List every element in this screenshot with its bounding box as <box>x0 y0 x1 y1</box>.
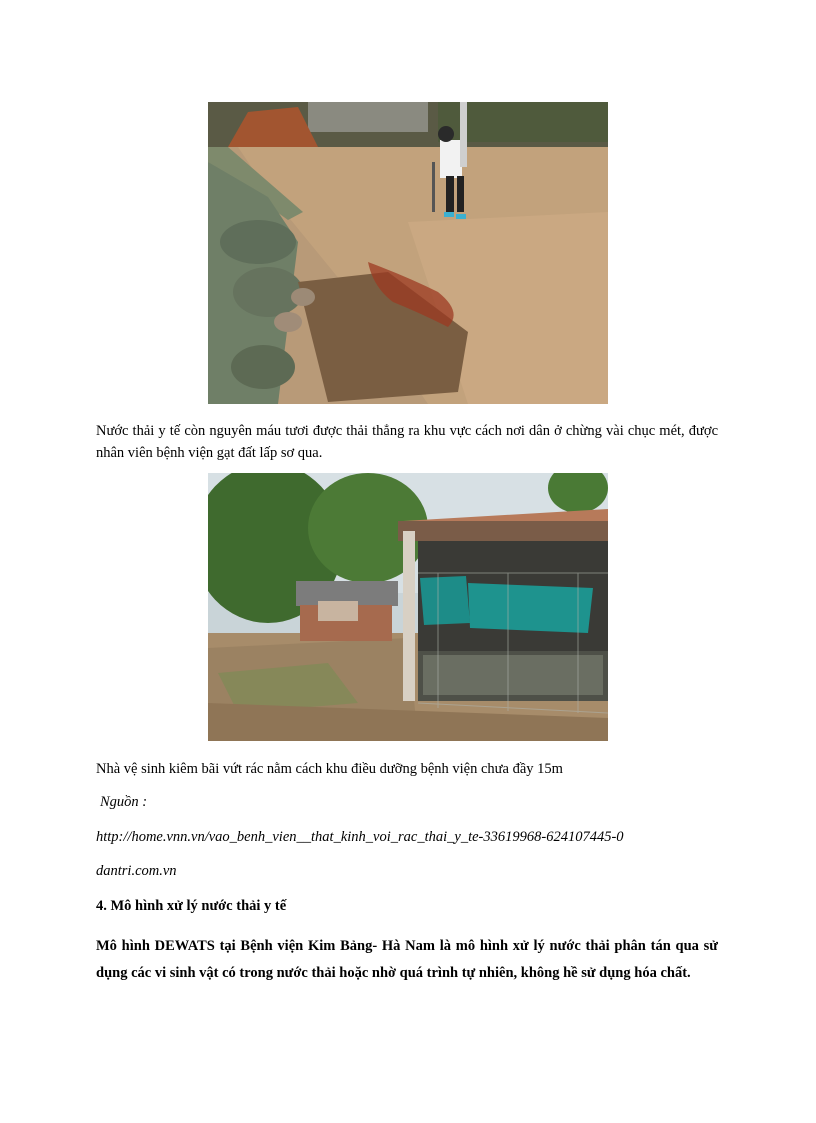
photo-wastewater-road <box>208 102 608 404</box>
section-paragraph: Mô hình DEWATS tại Bệnh viện Kim Bảng- Hà Nam là mô hình xử lý nước thải phân tán qua sử dụng các vi sinh vật có trong nước thải hoặc nhờ quá trình tự nhiên, không hề sử dụng hóa chất. <box>96 938 718 981</box>
source-site: dantri.com.vn <box>96 863 177 879</box>
photo2-caption: Nhà vệ sinh kiêm bãi vứt rác nằm cách khu điều dưỡng bệnh viện chưa đầy 15m <box>96 761 563 777</box>
section-heading: 4. Mô hình xử lý nước thải y tế <box>96 898 287 914</box>
photo1-caption: Nước thải y tế còn nguyên máu tươi được thải thẳng ra khu vực cách nơi dân ở chừng vài chục mét, được nhân viên bệnh viện gạt đất lấp sơ qua. <box>96 423 718 461</box>
source-label: Nguồn : <box>100 794 148 810</box>
source-url-link[interactable]: http://home.vnn.vn/vao_benh_vien__that_kinh_voi_rac_thai_y_te-33619968-624107445-0 <box>96 829 624 845</box>
photo-toilet-trash-area <box>208 473 608 741</box>
